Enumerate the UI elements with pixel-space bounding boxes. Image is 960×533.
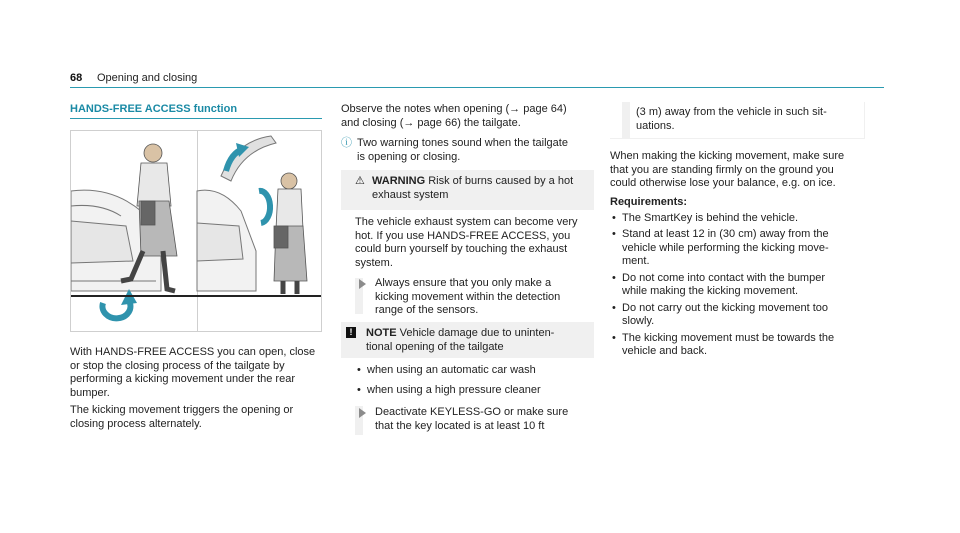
right-car	[197, 136, 276, 291]
bullet-icon: •	[357, 383, 361, 396]
warning-box	[341, 170, 594, 316]
requirement-line: vehicle while performing the kicking move-	[622, 241, 829, 254]
para1-line: performing a kicking movement under the rear	[70, 373, 295, 385]
balance-line: that you are standing firmly on the ground you	[610, 163, 834, 176]
warning-label: WARNING	[372, 175, 426, 187]
bullet-icon: •	[612, 228, 616, 240]
para1-line: With HANDS-FREE ACCESS you can open, close	[70, 346, 316, 358]
requirements	[610, 196, 865, 359]
requirement-line: vehicle and back.	[622, 345, 707, 357]
note-bullet: when using a high pressure cleaner	[367, 383, 541, 396]
requirement-line: while making the kicking movement.	[622, 285, 799, 297]
page-header-title: Opening and closing	[97, 72, 198, 84]
action-arrow-icon	[359, 408, 366, 418]
bullet-icon: •	[612, 331, 616, 344]
bullet-icon: •	[612, 271, 616, 284]
action-arrow-icon	[359, 279, 366, 289]
requirement-line: slowly.	[622, 315, 655, 327]
info-line: is opening or closing.	[357, 150, 461, 163]
intro-line: and closing (→ page 66) the tailgate.	[341, 116, 521, 129]
requirement-line: Do not come into contact with the bumper	[622, 271, 825, 284]
warning-action-line: kicking movement within the detection	[375, 290, 561, 303]
bullet-icon: •	[612, 211, 616, 224]
note-action-line: Deactivate KEYLESS-GO or make sure	[375, 406, 569, 418]
requirement-line: The kicking movement must be towards the	[622, 331, 835, 344]
requirement-line: Do not carry out the kicking movement too	[622, 301, 829, 314]
trigger-paragraph	[70, 404, 322, 431]
note-heading-line: tional opening of the tailgate	[366, 340, 504, 353]
requirements-label: Requirements:	[610, 196, 688, 208]
warning-action	[355, 277, 590, 318]
intro-paragraph	[70, 346, 322, 400]
warning-heading-line: Risk of burns caused by a hot	[428, 175, 574, 187]
bullet-icon: •	[612, 301, 616, 314]
para2-line: closing process alternately.	[70, 417, 202, 430]
warning-body-line: hot. If you use HANDS-FREE ACCESS, you	[355, 229, 571, 242]
right-person	[274, 173, 307, 294]
info-note	[341, 137, 591, 164]
continuation-text	[636, 106, 861, 133]
note-icon: !	[346, 327, 356, 338]
balance-line: could otherwise lose your balance, e.g. on ice.	[610, 177, 836, 189]
note-box	[341, 322, 594, 435]
continuation-line: (3 m) away from the vehicle in such sit-	[636, 106, 827, 118]
warning-body-line: The vehicle exhaust system can become very	[355, 216, 578, 228]
warning-heading	[355, 175, 590, 202]
warning-body-line: could burn yourself by touching the exhaust	[355, 243, 568, 255]
page-number: 68	[70, 72, 83, 84]
kick-illustration	[70, 130, 322, 332]
note-heading	[346, 327, 591, 354]
para1-line: bumper.	[70, 386, 110, 399]
note-action	[355, 406, 590, 433]
warning-body-text	[355, 216, 590, 270]
info-line: Two warning tones sound when the tailgate	[357, 137, 568, 149]
note-continuation-box	[610, 102, 865, 139]
para1-line: or stop the closing process of the tailgate by	[70, 359, 285, 372]
note-bullets	[355, 364, 590, 397]
requirement-line: ment.	[622, 255, 650, 267]
warning-body-line: system.	[355, 256, 393, 269]
balance-paragraph	[610, 150, 865, 191]
warning-heading-line: exhaust system	[372, 188, 449, 201]
warning-action-line: Always ensure that you only make a	[375, 277, 552, 289]
warning-icon: ⚠	[355, 175, 365, 187]
balance-line: When making the kicking movement, make sure	[610, 150, 845, 162]
info-icon: ⓘ	[341, 137, 352, 149]
bullet-icon: •	[357, 364, 361, 376]
note-action-line: that the key located is at least 10 ft	[375, 419, 545, 432]
observe-paragraph	[341, 103, 591, 130]
note-label: NOTE	[366, 327, 397, 339]
illustration-svg	[71, 131, 321, 331]
header-rule	[70, 87, 884, 88]
continuation-bar	[622, 102, 630, 138]
warning-action-line: range of the sensors.	[375, 304, 479, 316]
note-bullet: when using an automatic car wash	[367, 364, 536, 376]
requirement-line: Stand at least 12 in (30 cm) away from the	[622, 228, 829, 240]
continuation-line: uations.	[636, 119, 675, 132]
requirement-line: The SmartKey is behind the vehicle.	[622, 211, 799, 224]
note-heading-line: Vehicle damage due to uninten-	[399, 327, 555, 339]
section-title: HANDS-FREE ACCESS function	[70, 103, 238, 115]
section-rule	[70, 118, 322, 119]
intro-line: Observe the notes when opening (→ page 64)	[341, 103, 567, 115]
para2-line: The kicking movement triggers the opening or	[70, 404, 294, 416]
